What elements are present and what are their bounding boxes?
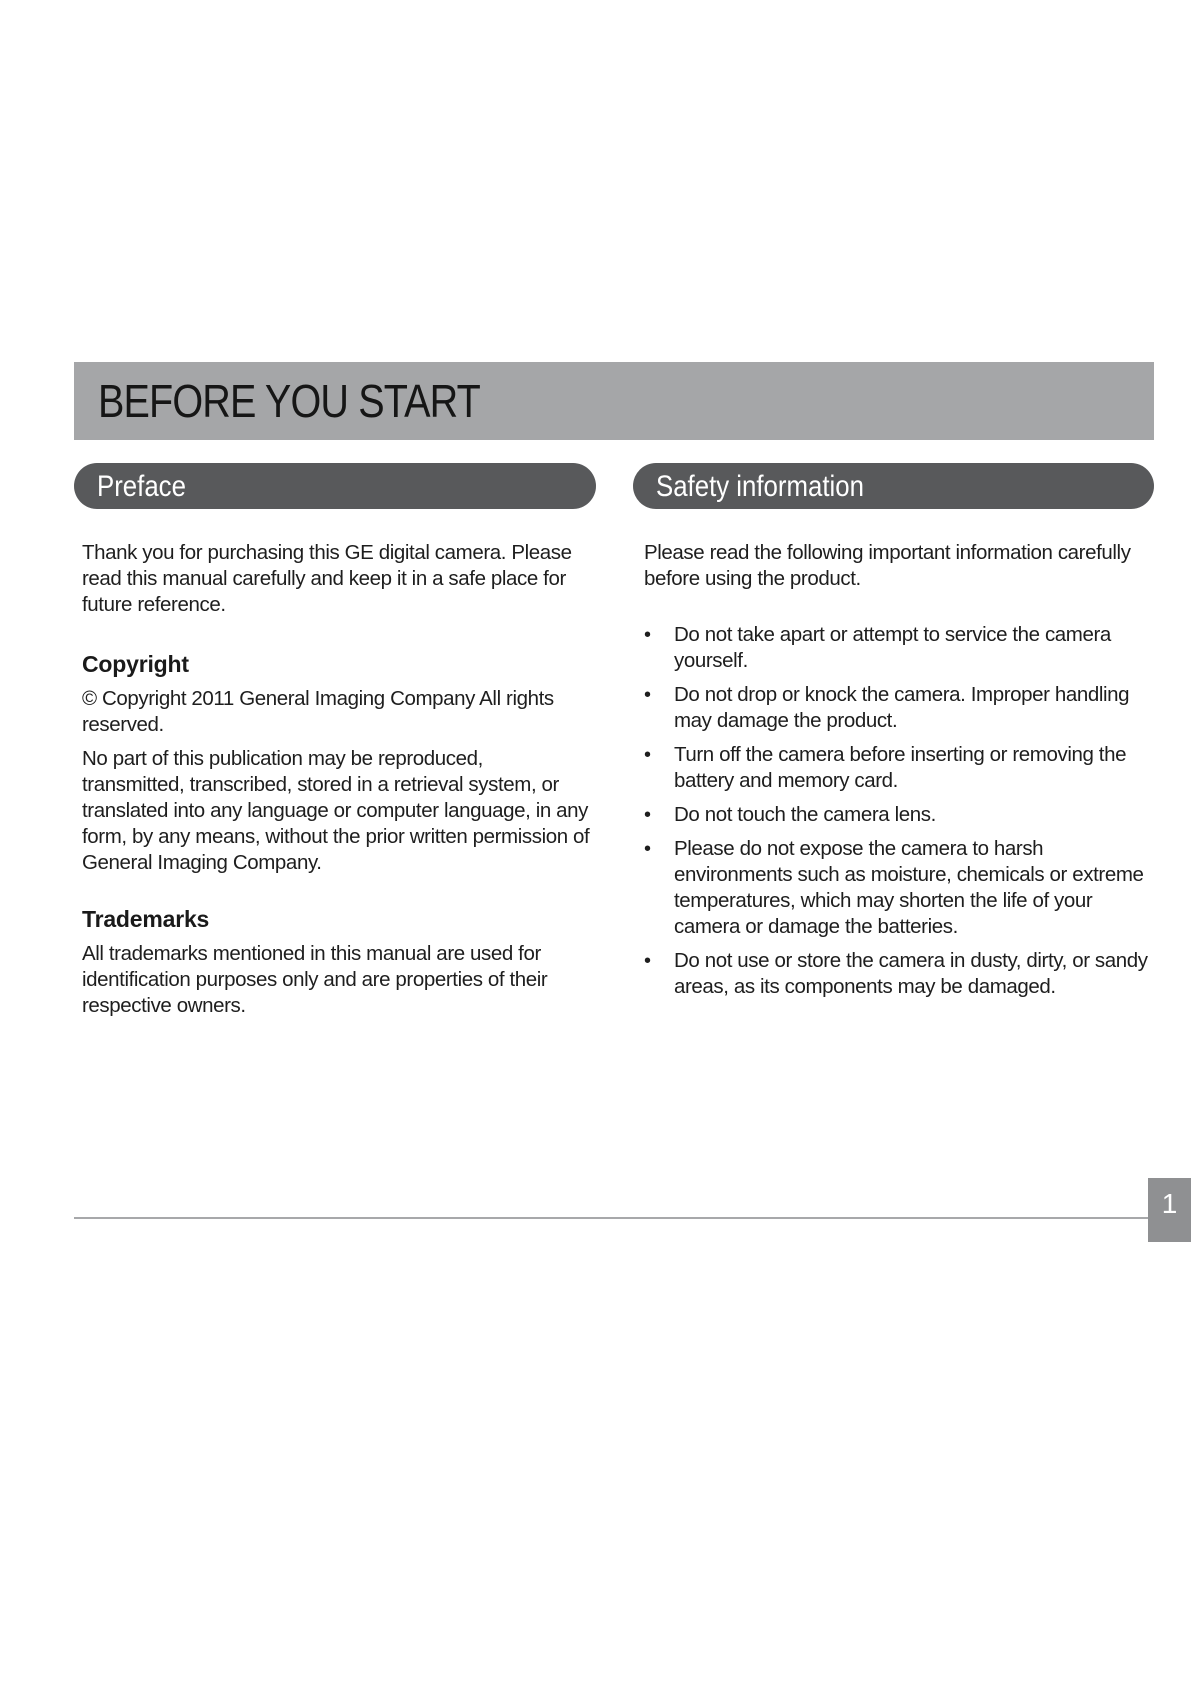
copyright-heading: Copyright <box>82 651 189 677</box>
bullet-icon: • <box>644 624 651 646</box>
safety-item <box>644 948 1150 1000</box>
safety-item <box>644 802 1150 828</box>
safety-header <box>633 463 1154 509</box>
copyright-notice: No part of this publication may be reproduced, transmitted, transcribed, stored in a retrieval system, or translated into any language or computer language, in any form, by any means, without the prior written permission of General Imaging Company. <box>82 747 590 874</box>
safety-intro: Please read the following important information carefully before using the product. <box>644 541 1131 590</box>
safety-item-text: Please do not expose the camera to harsh environments such as moisture, chemicals or extreme temperatures, which may shorten the life of your camera or damage the batteries. <box>674 837 1144 938</box>
chapter-banner <box>74 362 1154 440</box>
safety-item-text: Do not touch the camera lens. <box>674 803 936 826</box>
copyright-line: © Copyright 2011 General Imaging Company All rights reserved. <box>82 687 554 736</box>
preface-section <box>74 463 596 1019</box>
safety-list <box>644 622 1150 1000</box>
preface-heading: Preface <box>97 470 186 503</box>
bullet-icon: • <box>644 950 651 972</box>
bullet-icon: • <box>644 838 651 860</box>
preface-header <box>74 463 596 509</box>
bullet-icon: • <box>644 804 651 826</box>
preface-intro: Thank you for purchasing this GE digital camera. Please read this manual carefully and keep it in a safe place for future reference. <box>82 541 572 616</box>
safety-item-text: Do not drop or knock the camera. Improper handling may damage the product. <box>674 683 1130 732</box>
safety-item-text: Turn off the camera before inserting or removing the battery and memory card. <box>674 743 1127 792</box>
safety-item <box>644 742 1150 794</box>
safety-item <box>644 836 1150 940</box>
safety-item <box>644 682 1150 734</box>
page-number: 1 <box>1161 1188 1178 1219</box>
bullet-icon: • <box>644 684 651 706</box>
safety-item-text: Do not use or store the camera in dusty, dirty, or sandy areas, as its components may be damaged. <box>674 949 1148 998</box>
footer-divider <box>74 1217 1148 1219</box>
safety-section <box>633 463 1154 1008</box>
trademarks-text: All trademarks mentioned in this manual are used for identification purposes only and are properties of their respective owners. <box>82 942 548 1017</box>
safety-content <box>633 540 1154 1000</box>
preface-content <box>74 540 596 1019</box>
bullet-icon: • <box>644 744 651 766</box>
safety-item-text: Do not take apart or attempt to service the camera yourself. <box>674 623 1111 672</box>
trademarks-heading: Trademarks <box>82 906 210 932</box>
safety-item <box>644 622 1150 674</box>
safety-heading: Safety information <box>656 470 864 503</box>
chapter-title: BEFORE YOU START <box>98 375 480 427</box>
page-number-tab <box>1148 1178 1191 1242</box>
